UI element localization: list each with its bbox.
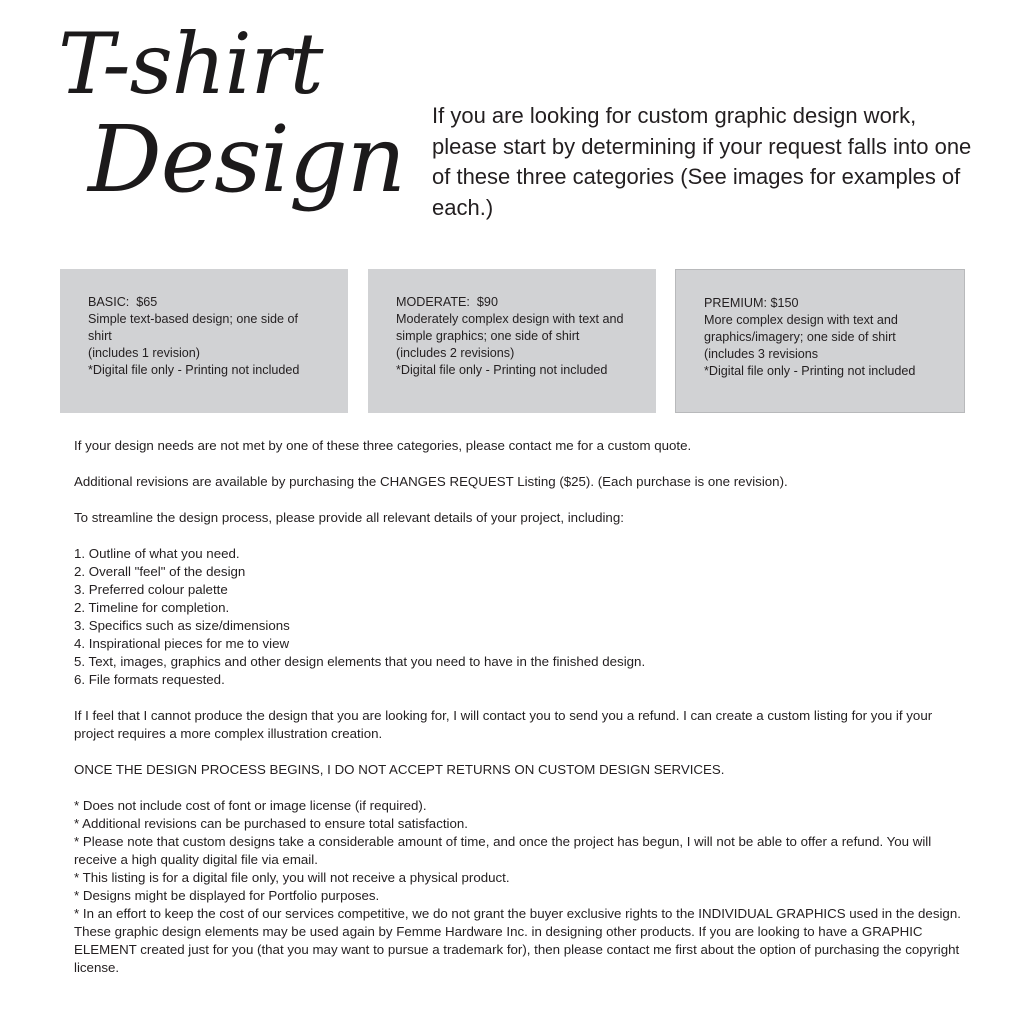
tier-revisions: (includes 3 revisions — [704, 347, 819, 361]
streamline-paragraph: To streamline the design process, please provide all relevant details of your project, including: — [74, 510, 624, 525]
page-title — [48, 15, 405, 213]
tier-heading: PREMIUM: $150 — [704, 296, 799, 310]
note-item: * Designs might be displayed for Portfolio purposes. — [74, 888, 380, 903]
list-item: 3. Preferred colour palette — [74, 582, 228, 597]
list-item: 3. Specifics such as size/dimensions — [74, 618, 290, 633]
tier-note: *Digital file only - Printing not included — [88, 363, 300, 377]
tier-heading: MODERATE: $90 — [396, 295, 498, 309]
list-item: 5. Text, images, graphics and other design elements that you need to have in the finished design. — [74, 654, 646, 669]
note-item: * Additional revisions can be purchased to ensure total satisfaction. — [74, 816, 468, 831]
tier-note: *Digital file only - Printing not included — [704, 364, 916, 378]
tier-description: Moderately complex design with text and simple graphics; one side of shirt — [396, 312, 624, 343]
custom-quote-paragraph: If your design needs are not met by one of these three categories, please contact me for a custom quote. — [74, 438, 692, 453]
details-section — [74, 437, 964, 977]
revisions-paragraph: Additional revisions are available by purchasing the CHANGES REQUEST Listing ($25). (Each purchase is one revision). — [74, 474, 788, 489]
tier-card-premium — [675, 269, 965, 413]
list-item: 4. Inspirational pieces for me to view — [74, 636, 290, 651]
tier-revisions: (includes 1 revision) — [88, 346, 200, 360]
intro-text: If you are looking for custom graphic design work, please start by determining if your request falls into one of these three categories (See images for examples of each.) — [432, 103, 972, 220]
note-item: * Does not include cost of font or image license (if required). — [74, 798, 427, 813]
tier-description: Simple text-based design; one side of shirt — [88, 312, 299, 343]
list-item: 2. Timeline for completion. — [74, 600, 230, 615]
title-line-1: T-shirt — [58, 15, 323, 113]
no-returns-paragraph: ONCE THE DESIGN PROCESS BEGINS, I DO NOT ACCEPT RETURNS ON CUSTOM DESIGN SERVICES. — [74, 762, 725, 777]
tier-heading: BASIC: $65 — [88, 295, 158, 309]
tier-card-moderate — [368, 269, 656, 413]
list-item: 6. File formats requested. — [74, 672, 225, 687]
list-item: 1. Outline of what you need. — [74, 546, 240, 561]
note-item: * In an effort to keep the cost of our services competitive, we do not grant the buyer exclusive rights to the INDIVIDUAL GRAPHICS used in the design. These graphic design elements may be used again by Femme Hardware Inc. in designing other products. If you are looking to have a GRAPHIC ELEMENT created just for you (that you may want to pursue a trademark for), then please contact me first about the option of purchasing the copyright license. — [74, 906, 961, 975]
tier-note: *Digital file only - Printing not included — [396, 363, 608, 377]
tier-revisions: (includes 2 revisions) — [396, 346, 515, 360]
note-item: * This listing is for a digital file only, you will not receive a physical product. — [74, 870, 510, 885]
note-item: * Please note that custom designs take a considerable amount of time, and once the project has begun, I will not be able to offer a refund. You will receive a high quality digital file via email. — [74, 834, 932, 867]
tier-card-basic — [60, 269, 348, 413]
title-line-2: Design — [88, 106, 405, 213]
refund-paragraph: If I feel that I cannot produce the design that you are looking for, I will contact you to send you a refund. I can create a custom listing for you if your project requires a more complex illustration creation. — [74, 708, 933, 741]
list-item: 2. Overall "feel" of the design — [74, 564, 246, 579]
tier-description: More complex design with text and graphics/imagery; one side of shirt — [704, 313, 898, 344]
